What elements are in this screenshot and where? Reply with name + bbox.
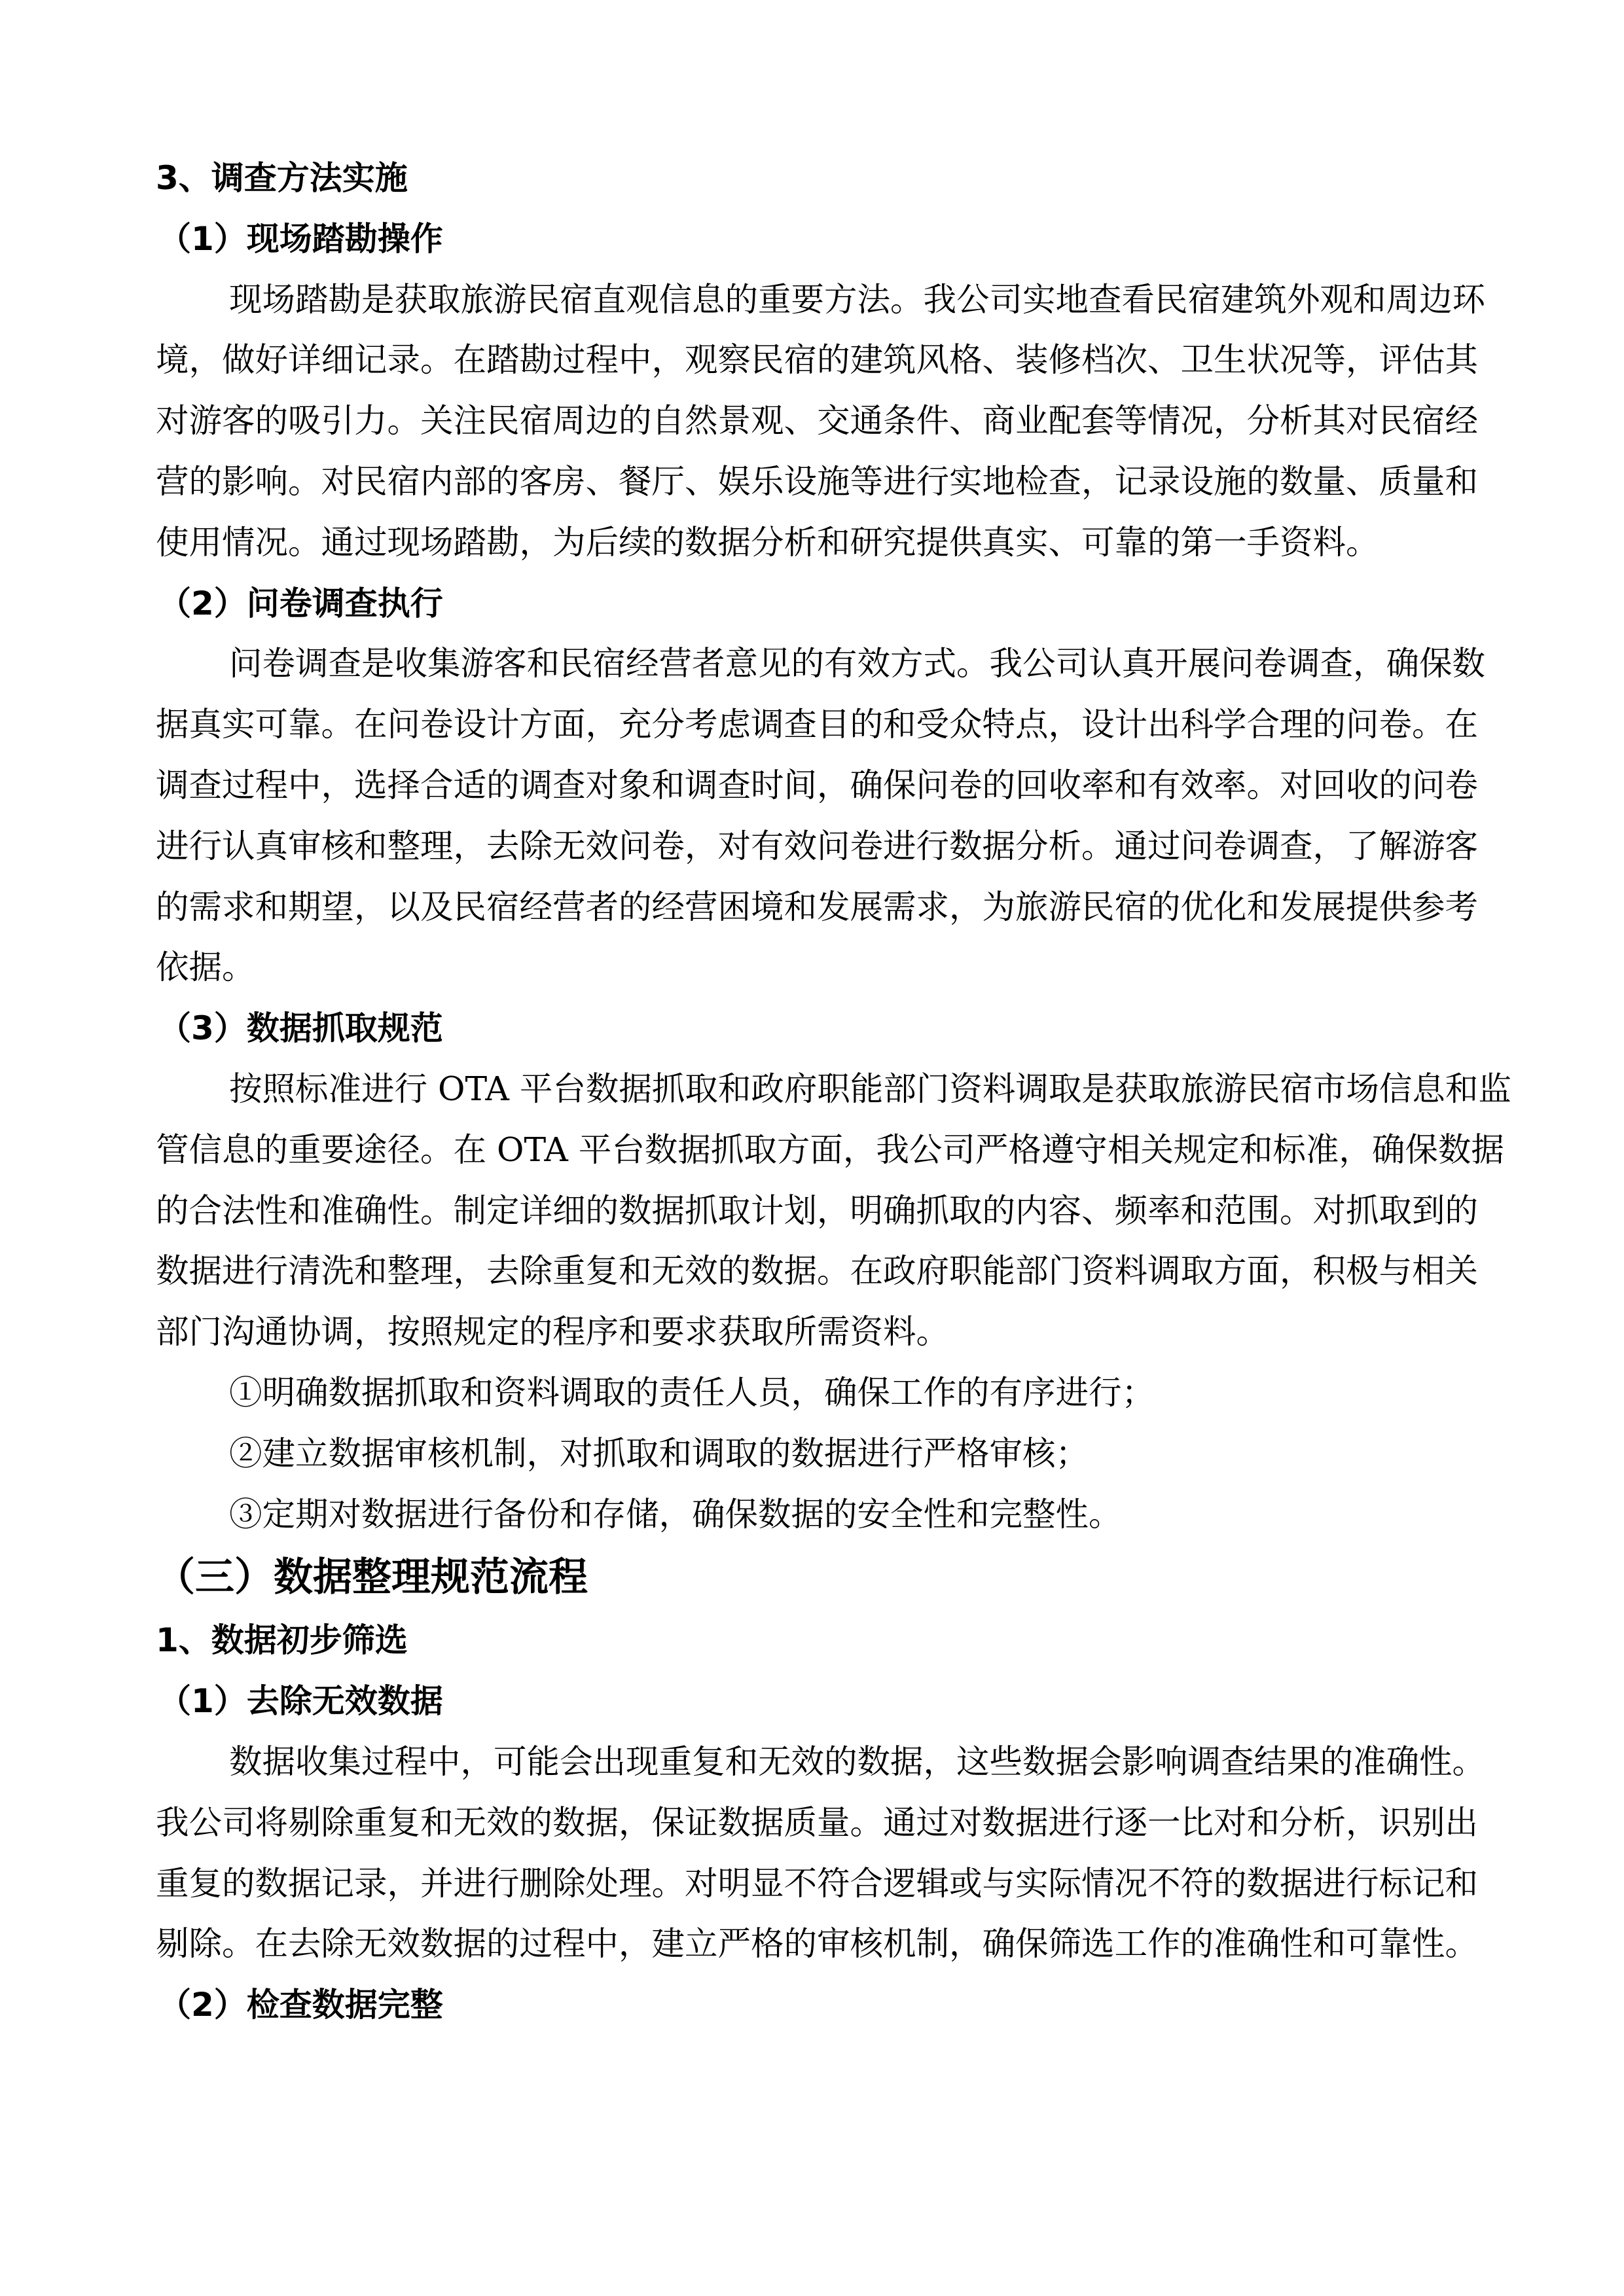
paragraph-line: 我公司将剔除重复和无效的数据，保证数据质量。通过对数据进行逐一比对和分析，识别出 bbox=[156, 1803, 1478, 1842]
paragraph-line: 现场踏勘是获取旅游民宿直观信息的重要方法。我公司实地查看民宿建筑外观和周边环 bbox=[229, 279, 1485, 319]
heading-survey-methods: 3、调查方法实施 bbox=[156, 159, 408, 197]
paragraph-line: 使用情况。通过现场踏勘，为后续的数据分析和研究提供真实、可靠的第一手资料。 bbox=[156, 522, 1379, 562]
subheading-site-survey: （1）现场踏勘操作 bbox=[158, 219, 443, 258]
paragraph-line: 剔除。在去除无效数据的过程中，建立严格的审核机制，确保筛选工作的准确性和可靠性。 bbox=[156, 1924, 1478, 1964]
numbered-list bbox=[156, 1363, 1469, 1545]
paragraph-line: 数据收集过程中，可能会出现重复和无效的数据，这些数据会影响调查结果的准确性。 bbox=[229, 1742, 1485, 1781]
paragraph-line: 据真实可靠。在问卷设计方面，充分考虑调查目的和受众特点，设计出科学合理的问卷。在 bbox=[156, 705, 1478, 744]
paragraph-line: 境，做好详细记录。在踏勘过程中，观察民宿的建筑风格、装修档次、卫生状况等，评估其 bbox=[156, 340, 1478, 380]
subheading-remove-invalid: （1）去除无效数据 bbox=[158, 1682, 443, 1721]
subheading-check-completeness: （2）检查数据完整 bbox=[158, 1986, 443, 2024]
heading-data-processing: （三）数据整理规范流程 bbox=[156, 1554, 588, 1601]
paragraph-line: 营的影响。对民宿内部的客房、餐厅、娱乐设施等进行实地检查，记录设施的数量、质量和 bbox=[156, 461, 1478, 501]
paragraph-line: 部门沟通协调，按照规定的程序和要求获取所需资料。 bbox=[156, 1312, 949, 1352]
paragraph-questionnaire bbox=[156, 634, 1485, 998]
subheading-questionnaire: （2）问卷调查执行 bbox=[158, 584, 443, 622]
paragraph-site-survey bbox=[156, 270, 1485, 573]
paragraph-remove-invalid bbox=[156, 1732, 1485, 1975]
list-item: ①明确数据抓取和资料调取的责任人员，确保工作的有序进行； bbox=[229, 1372, 1155, 1412]
paragraph-line: 对游客的吸引力。关注民宿周边的自然景观、交通条件、商业配套等情况，分析其对民宿经 bbox=[156, 401, 1478, 440]
list-item: ②建立数据审核机制，对抓取和调取的数据进行严格审核； bbox=[229, 1433, 1089, 1473]
paragraph-line: 数据进行清洗和整理，去除重复和无效的数据。在政府职能部门资料调取方面，积极与相关 bbox=[156, 1251, 1478, 1291]
paragraph-line: 的需求和期望，以及民宿经营者的经营困境和发展需求，为旅游民宿的优化和发展提供参考 bbox=[156, 887, 1478, 926]
subheading-data-scraping: （3）数据抓取规范 bbox=[158, 1009, 443, 1048]
paragraph-line: 按照标准进行 OTA 平台数据抓取和政府职能部门资料调取是获取旅游民宿市场信息和监 bbox=[229, 1069, 1511, 1108]
document-page bbox=[156, 148, 1511, 2036]
paragraph-line: 调查过程中，选择合适的调查对象和调查时间，确保问卷的回收率和有效率。对回收的问卷 bbox=[156, 765, 1478, 804]
paragraph-line: 进行认真审核和整理，去除无效问卷，对有效问卷进行数据分析。通过问卷调查，了解游客 bbox=[156, 826, 1478, 865]
list-item: ③定期对数据进行备份和存储，确保数据的安全性和完整性。 bbox=[229, 1494, 1122, 1534]
paragraph-line: 问卷调查是收集游客和民宿经营者意见的有效方式。我公司认真开展问卷调查，确保数 bbox=[229, 644, 1485, 683]
paragraph-line: 管信息的重要途径。在 OTA 平台数据抓取方面，我公司严格遵守相关规定和标准，确保数据 bbox=[156, 1130, 1504, 1169]
heading-initial-screening: 1、数据初步筛选 bbox=[156, 1621, 408, 1660]
paragraph-line: 的合法性和准确性。制定详细的数据抓取计划，明确抓取的内容、频率和范围。对抓取到的 bbox=[156, 1191, 1478, 1230]
paragraph-data-scraping bbox=[156, 1059, 1511, 1363]
paragraph-line: 依据。 bbox=[156, 948, 255, 987]
paragraph-line: 重复的数据记录，并进行删除处理。对明显不符合逻辑或与实际情况不符的数据进行标记和 bbox=[156, 1863, 1478, 1903]
